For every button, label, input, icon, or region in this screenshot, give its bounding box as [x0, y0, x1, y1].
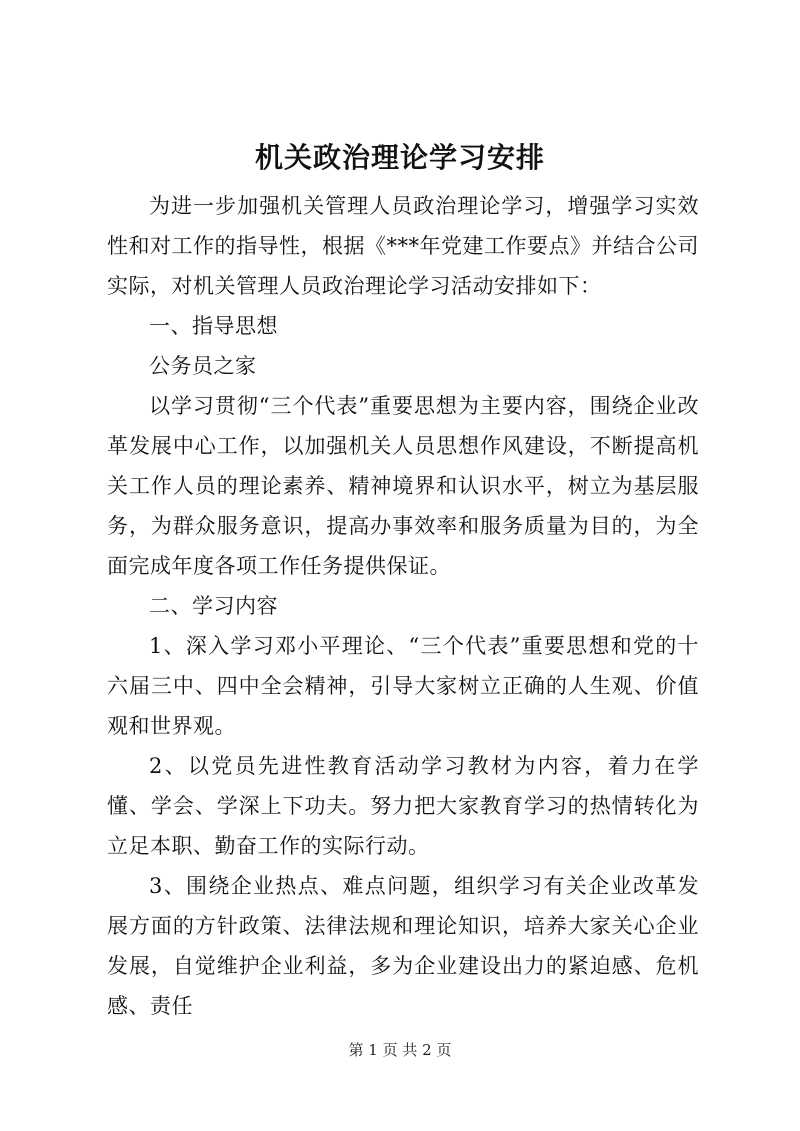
watermark-source-text: 公务员之家: [149, 354, 257, 378]
page-footer: 第 1 页 共 2 页: [348, 1041, 452, 1059]
section-heading-study-content: 二、学习内容: [149, 594, 278, 618]
paragraph-intro: 为进一步加强机关管理人员政治理论学习，增强学习实效性和对工作的指导性，根据《***年党建工作要点》并结合公司实际，对机关管理人员政治理论学习活动安排如下：: [107, 194, 699, 298]
list-item-3: 3、围绕企业热点、难点问题，组织学习有关企业改革发展方面的方针政策、法律法规和理论知识，培养大家关心企业发展，自觉维护企业利益，多为企业建设出力的紧迫感、危机感、责任: [107, 874, 699, 1018]
document-body: [107, 186, 699, 1026]
section-heading-guiding-thought: 一、指导思想: [149, 314, 278, 338]
list-item-2: 2、以党员先进性教育活动学习教材为内容，着力在学懂、学会、学深上下功夫。努力把大家教育学习的热情转化为立足本职、勤奋工作的实际行动。: [107, 754, 699, 858]
document-title: 机关政治理论学习安排: [254, 141, 545, 174]
list-item-1: 1、深入学习邓小平理论、“三个代表”重要思想和党的十六届三中、四中全会精神，引导大家树立正确的人生观、价值观和世界观。: [107, 634, 699, 738]
paragraph-guiding-thought: 以学习贯彻“三个代表”重要思想为主要内容，围绕企业改革发展中心工作，以加强机关人员思想作风建设，不断提高机关工作人员的理论素养、精神境界和认识水平，树立为基层服务，为群众服务意识，提高办事效率和服务质量为目的，为全面完成年度各项工作任务提供保证。: [107, 394, 699, 578]
